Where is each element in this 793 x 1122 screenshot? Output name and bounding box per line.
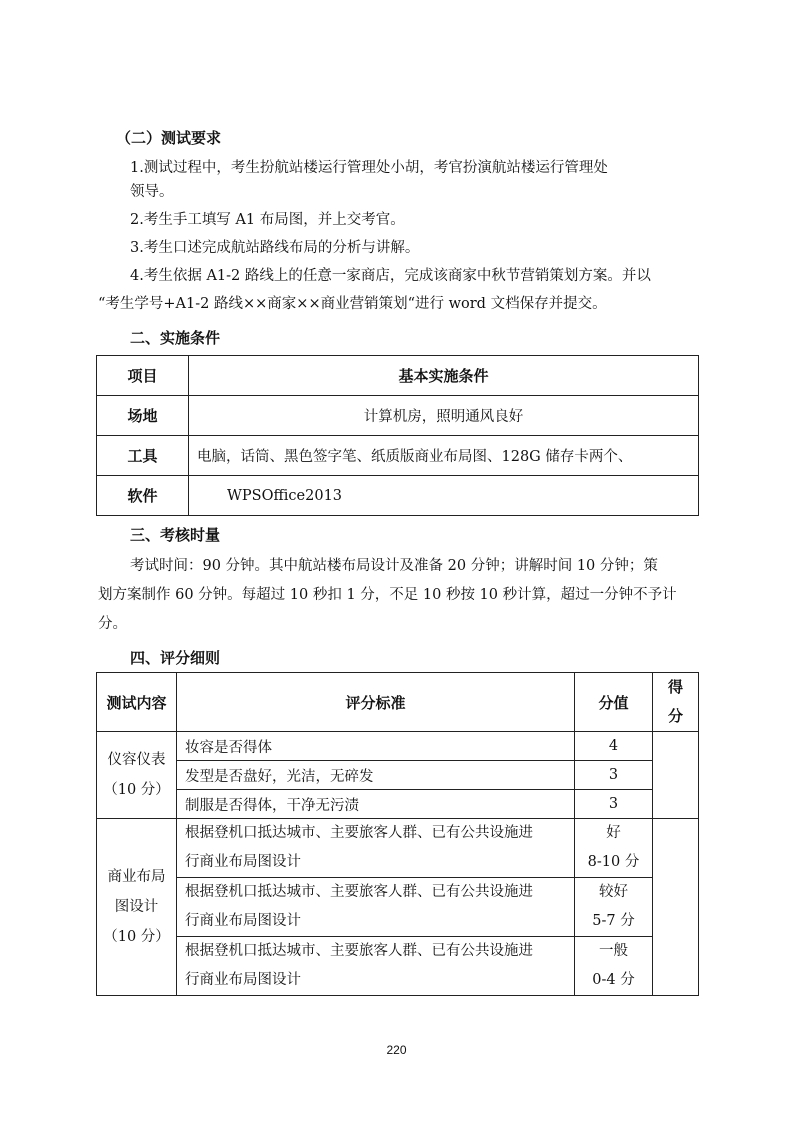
scoring-table — [96, 672, 699, 996]
score-header-line2: 分 — [667, 707, 683, 725]
table-row — [97, 761, 699, 790]
table-row — [97, 476, 699, 516]
standard-layout-average — [177, 937, 575, 996]
requirement-line-2: 2.考生手工填写 A1 布局图，并上交考官。 — [130, 212, 405, 228]
table-row — [97, 790, 699, 819]
scoring-header-score — [653, 673, 699, 732]
standard-uniform: 制服是否得体，干净无污渍 — [177, 790, 575, 819]
conditions-header-row — [97, 356, 699, 396]
section-heading-time: 三、考核时量 — [130, 526, 221, 544]
standard-layout-fair — [177, 878, 575, 937]
condition-item-venue: 场地 — [97, 396, 189, 436]
requirement-line-1: 1.测试过程中，考生扮航站楼运行管理处小胡，考官扮演航站楼运行管理处 — [130, 160, 608, 176]
group-layout-points: （10 分） — [103, 929, 170, 945]
standard-layout-good — [177, 819, 575, 878]
table-row — [97, 396, 699, 436]
conditions-header-item: 项目 — [97, 356, 189, 396]
scoring-header-standard: 评分标准 — [177, 673, 575, 732]
value-uniform: 3 — [575, 790, 653, 819]
value-layout-good — [575, 819, 653, 878]
grade-range: 8-10 分 — [587, 854, 640, 870]
value-makeup: 4 — [575, 732, 653, 761]
requirement-line-4: 4.考生依据 A1-2 路线上的任意一家商店，完成该商家中秋节营销策划方案。并以 — [130, 268, 651, 284]
table-row — [97, 937, 699, 996]
section-heading-scoring: 四、评分细则 — [130, 649, 221, 667]
table-row — [97, 436, 699, 476]
standard-text-line: 根据登机口抵达城市、主要旅客人群、已有公共设施进 — [185, 884, 533, 900]
scoring-header-row — [97, 673, 699, 732]
scoring-header-value: 分值 — [575, 673, 653, 732]
section-heading-test-requirements: （二）测试要求 — [116, 129, 222, 147]
value-layout-average — [575, 937, 653, 996]
requirement-line-4-cont: “考生学号+A1-2 路线××商家××商业营销策划“进行 word 文档保存并提交。 — [98, 296, 607, 312]
condition-value-software: WPSOffice2013 — [189, 476, 699, 516]
page-number: 220 — [386, 1043, 407, 1057]
table-row — [97, 732, 699, 761]
standard-text-line: 根据登机口抵达城市、主要旅客人群、已有公共设施进 — [185, 943, 533, 959]
score-cell-layout — [653, 819, 699, 996]
time-line-3: 分。 — [98, 616, 127, 632]
group-layout-name-2: 图设计 — [114, 899, 159, 915]
condition-item-software: 软件 — [97, 476, 189, 516]
conditions-header-cond: 基本实施条件 — [189, 356, 699, 396]
conditions-table — [96, 355, 699, 516]
standard-text-line: 行商业布局图设计 — [185, 972, 301, 988]
table-row — [97, 819, 699, 878]
requirement-line-1-cont: 领导。 — [130, 184, 174, 200]
score-cell-appearance — [653, 732, 699, 819]
group-layout — [97, 819, 177, 996]
section-heading-conditions: 二、实施条件 — [130, 329, 221, 347]
value-layout-fair — [575, 878, 653, 937]
requirement-line-3: 3.考生口述完成航站路线布局的分析与讲解。 — [130, 240, 420, 256]
grade-range: 0-4 分 — [592, 972, 635, 988]
time-line-2: 划方案制作 60 分钟。每超过 10 秒扣 1 分，不足 10 秒按 10 秒计算，超过一分钟不予计 — [98, 587, 677, 603]
standard-hair: 发型是否盘好，光洁，无碎发 — [177, 761, 575, 790]
standard-text-line: 行商业布局图设计 — [185, 854, 301, 870]
table-row — [97, 878, 699, 937]
standard-text-line: 行商业布局图设计 — [185, 913, 301, 929]
grade-label: 较好 — [599, 884, 628, 900]
grade-label: 一般 — [599, 943, 628, 959]
group-appearance-name: 仪容仪表 — [107, 752, 166, 768]
value-hair: 3 — [575, 761, 653, 790]
condition-value-tools: 电脑，话筒、黑色签字笔、纸质版商业布局图、128G 储存卡两个、 — [189, 436, 699, 476]
standard-makeup: 妆容是否得体 — [177, 732, 575, 761]
group-appearance-points: （10 分） — [103, 782, 170, 798]
grade-label: 好 — [606, 825, 621, 841]
group-appearance — [97, 732, 177, 819]
scoring-header-content: 测试内容 — [97, 673, 177, 732]
score-header-line1: 得 — [667, 678, 683, 696]
standard-text-line: 根据登机口抵达城市、主要旅客人群、已有公共设施进 — [185, 825, 533, 841]
group-layout-name-1: 商业布局 — [107, 869, 166, 885]
condition-value-venue: 计算机房，照明通风良好 — [189, 396, 699, 436]
condition-item-tools: 工具 — [97, 436, 189, 476]
time-line-1: 考试时间：90 分钟。其中航站楼布局设计及准备 20 分钟；讲解时间 10 分钟；策 — [130, 558, 658, 574]
grade-range: 5-7 分 — [592, 913, 635, 929]
